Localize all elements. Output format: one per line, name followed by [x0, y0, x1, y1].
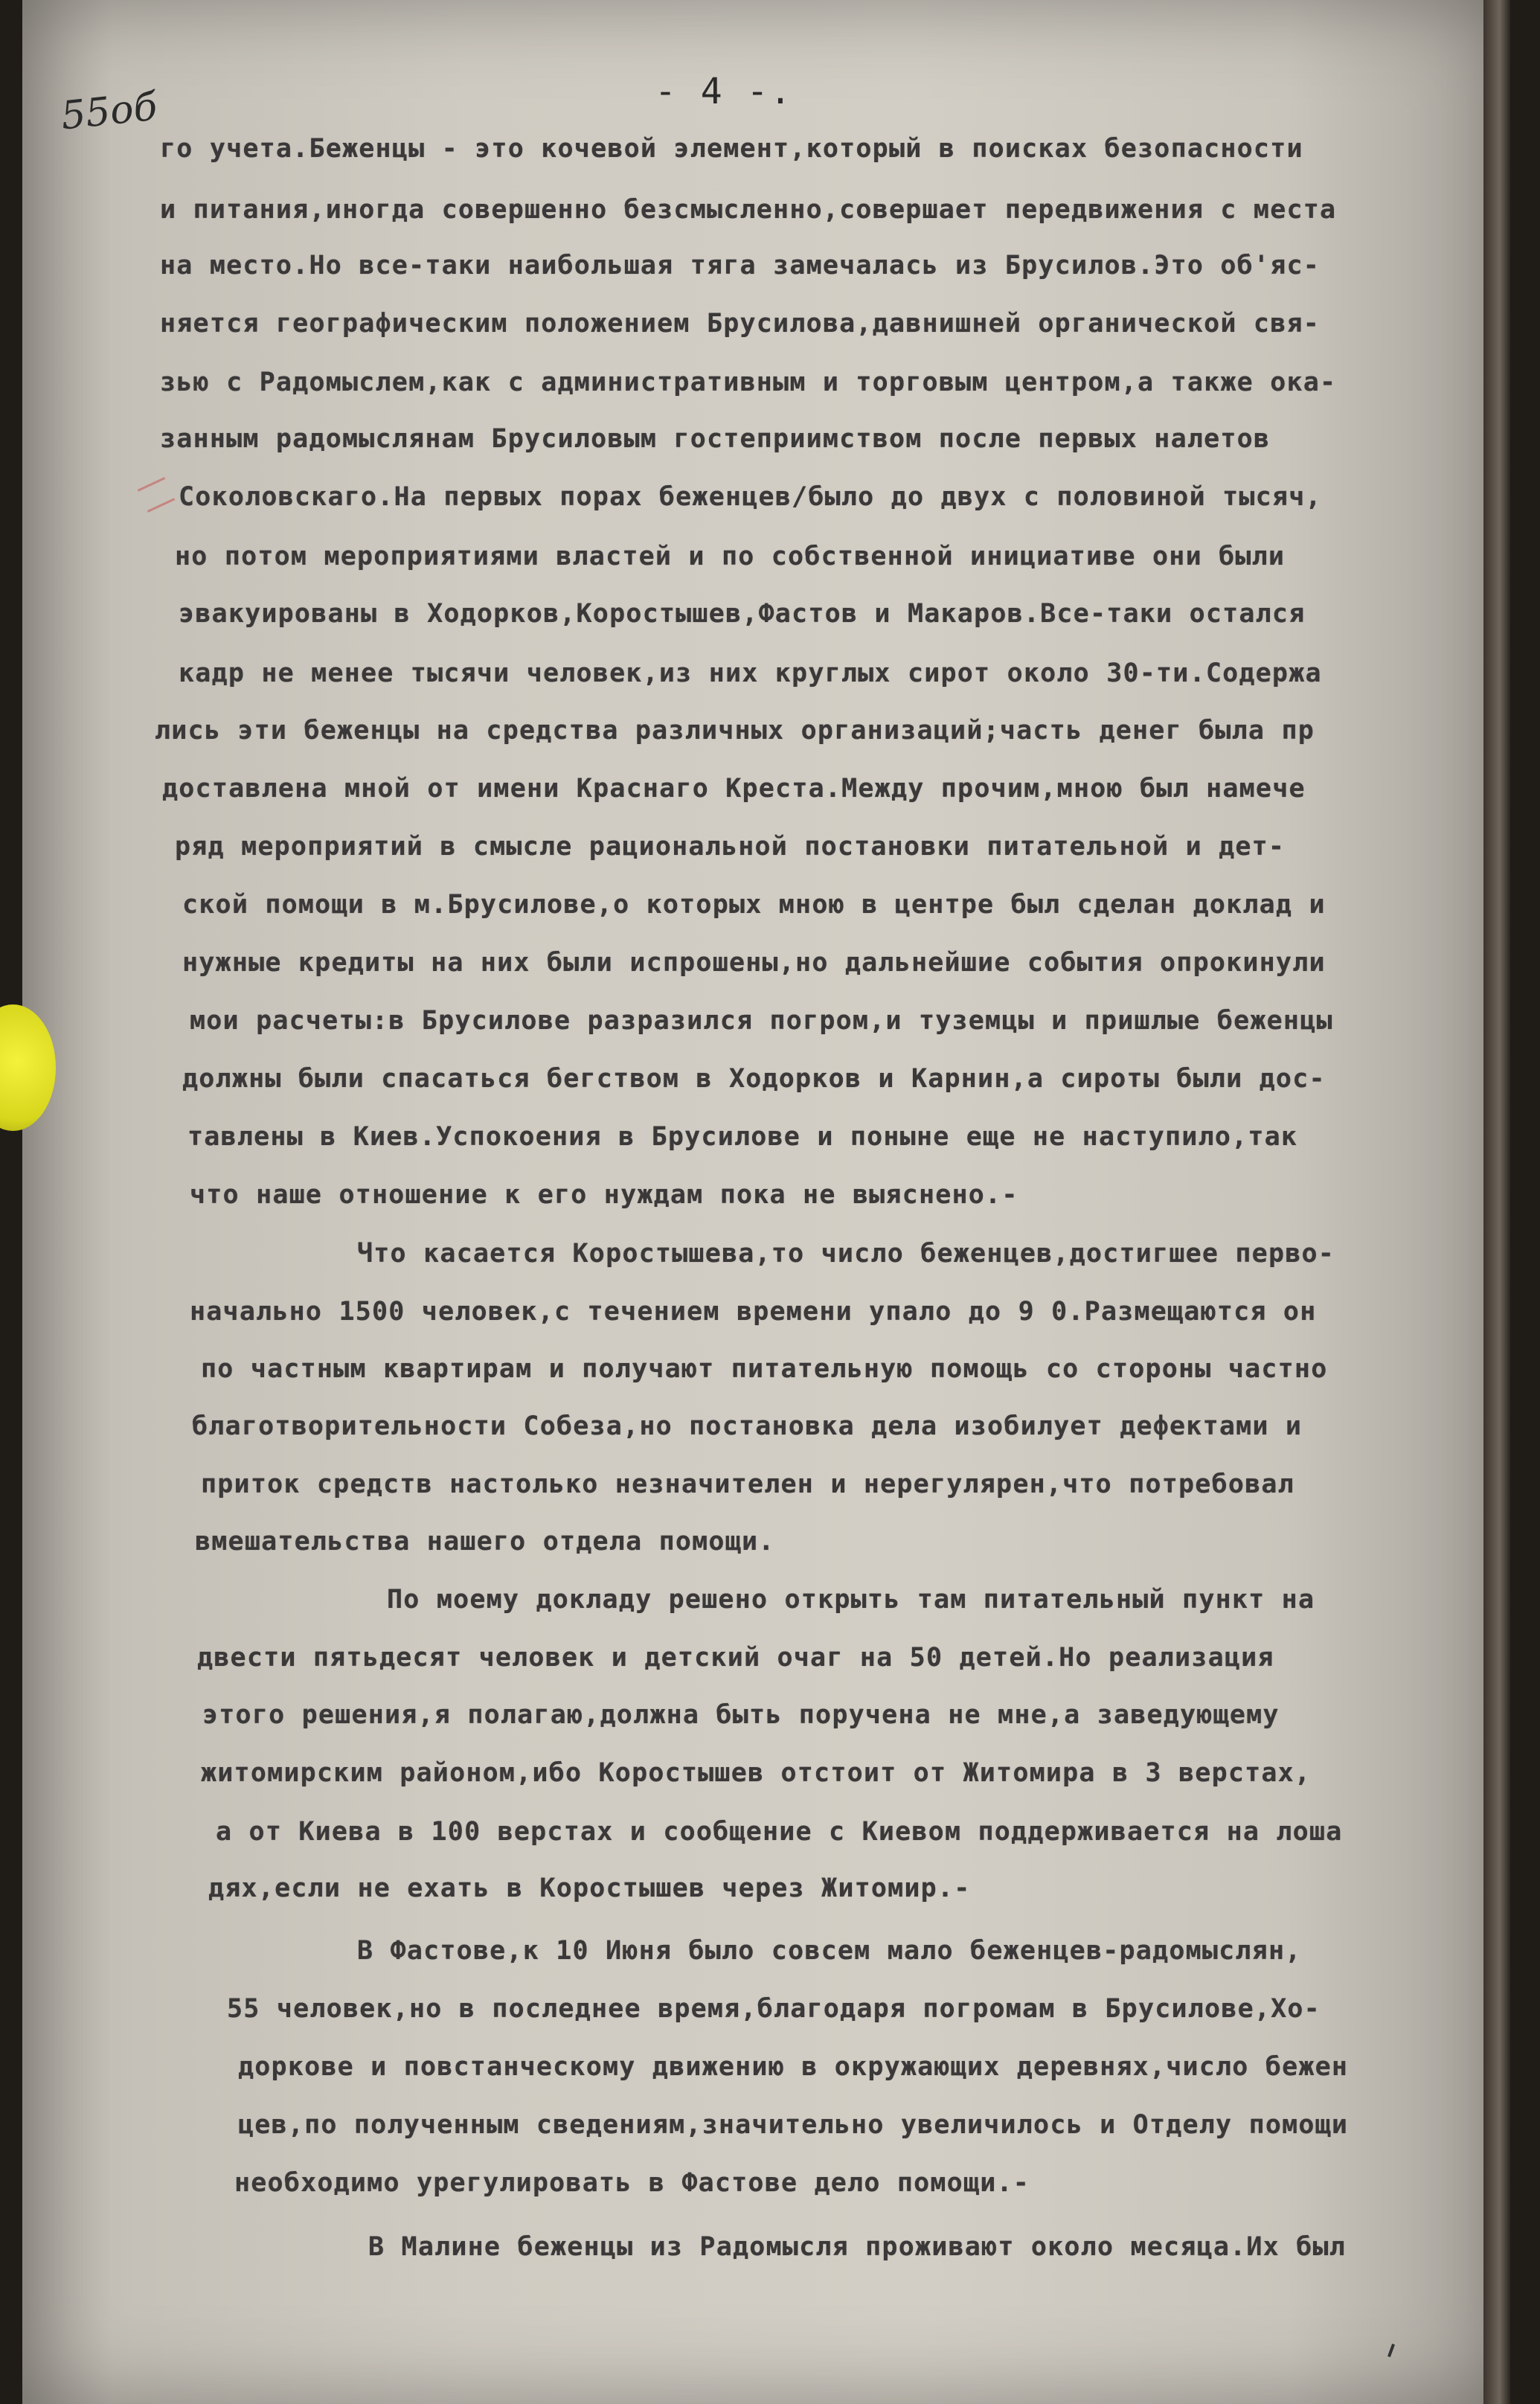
text-line: вмешательства нашего отдела помощи. [195, 1527, 775, 1557]
text-line: эвакуированы в Ходорков,Коростышев,Фастов и Макаров.Все-таки остался [179, 599, 1306, 629]
text-line: дях,если не ехать в Коростышев через Житомир.- [208, 1873, 971, 1903]
text-line: необходимо урегулировать в Фастове дело помощи.- [234, 2168, 1030, 2198]
text-line: Что касается Коростышева,то число беженцев,достигшее перво- [357, 1239, 1335, 1269]
text-line: го учета.Беженцы - это кочевой элемент,который в поисках безопасности [160, 134, 1303, 164]
text-line: Соколовскаго.На первых порах беженцев/было до двух с половиной тысяч, [179, 482, 1322, 512]
text-line: доркове и повстанческому движению в окружающих деревнях,число бежен [238, 2052, 1349, 2082]
text-line: зью с Радомыслем,как с административным и торговым центром,а также ока- [160, 368, 1337, 397]
text-line: мои расчеты:в Брусилове разразился погром,и туземцы и пришлые беженцы [190, 1006, 1333, 1036]
text-line: и питания,иногда совершенно безсмысленно,совершает передвижения с места [160, 195, 1337, 225]
text-line: кадр не менее тысячи человек,из них круглых сирот около 30-ти.Содержа [179, 658, 1322, 688]
text-line: По моему докладу решено открыть там питательный пункт на [387, 1585, 1315, 1615]
text-line: лись эти беженцы на средства различных организаций;часть денег была пр [155, 716, 1315, 746]
text-line: на место.Но все-таки наибольшая тяга замечалась из Брусилов.Это об'яс- [160, 251, 1321, 281]
text-line: В Малине беженцы из Радомысля проживают около месяца.Их был [368, 2232, 1347, 2262]
text-line: ской помощи в м.Брусилове,о которых мною в центре был сделан доклад и [182, 890, 1326, 920]
sheet-edge [1483, 0, 1510, 2404]
text-line: 55 человек,но в последнее время,благодаря погромам в Брусилове,Хо- [227, 1994, 1321, 2024]
text-line: доставлена мной от имени Краснаго Креста.Между прочим,мною был намече [162, 774, 1306, 804]
text-line: начально 1500 человек,с течением времени упало до 9 0.Размещаются он [190, 1297, 1317, 1327]
text-line: занным радомыслянам Брусиловым гостеприимством после первых налетов [160, 424, 1271, 454]
text-line: нужные кредиты на них были испрошены,но дальнейшие события опрокинули [182, 948, 1326, 978]
text-line: цев,по полученным сведениям,значительно увеличилось и Отделу помощи [238, 2110, 1349, 2140]
text-line: приток средств настолько незначителен и нерегулярен,что потребовал [201, 1469, 1294, 1499]
text-line: а от Киева в 100 верстах и сообщение с Киевом поддерживается на лоша [216, 1817, 1343, 1847]
text-line: ряд мероприятий в смысле рациональной постановки питательной и дет- [175, 832, 1286, 862]
text-line: этого решения,я полагаю,должна быть поручена не мне,а заведующему [202, 1700, 1280, 1730]
text-line: тавлены в Киев.Успокоения в Брусилове и поныне еще не наступило,так [187, 1122, 1298, 1152]
text-line: что наше отношение к его нуждам пока не выяснено.- [190, 1180, 1018, 1210]
text-line: житомирским районом,ибо Коростышев отстоит от Житомира в 3 верстах, [201, 1758, 1312, 1788]
text-line: благотворительности Собеза,но постановка дела изобилует дефектами и [192, 1411, 1303, 1441]
text-line: двести пятьдесят человек и детский очаг на 50 детей.Но реализация [197, 1643, 1274, 1673]
text-line: по частным квартирам и получают питательную помощь со стороны частно [201, 1354, 1328, 1384]
page-number: - 4 -. [655, 71, 793, 112]
folio-number: 55об [59, 84, 160, 139]
text-line: В Фастове,к 10 Июня было совсем мало беженцев-радомыслян, [357, 1936, 1302, 1966]
text-line: но потом мероприятиями властей и по собственной инициативе они были [175, 542, 1286, 571]
text-line: должны были спасаться бегством в Ходорков и Карнин,а сироты были дос- [182, 1064, 1326, 1094]
text-line: няется географическим положением Брусилова,давнишней органической свя- [160, 309, 1321, 339]
